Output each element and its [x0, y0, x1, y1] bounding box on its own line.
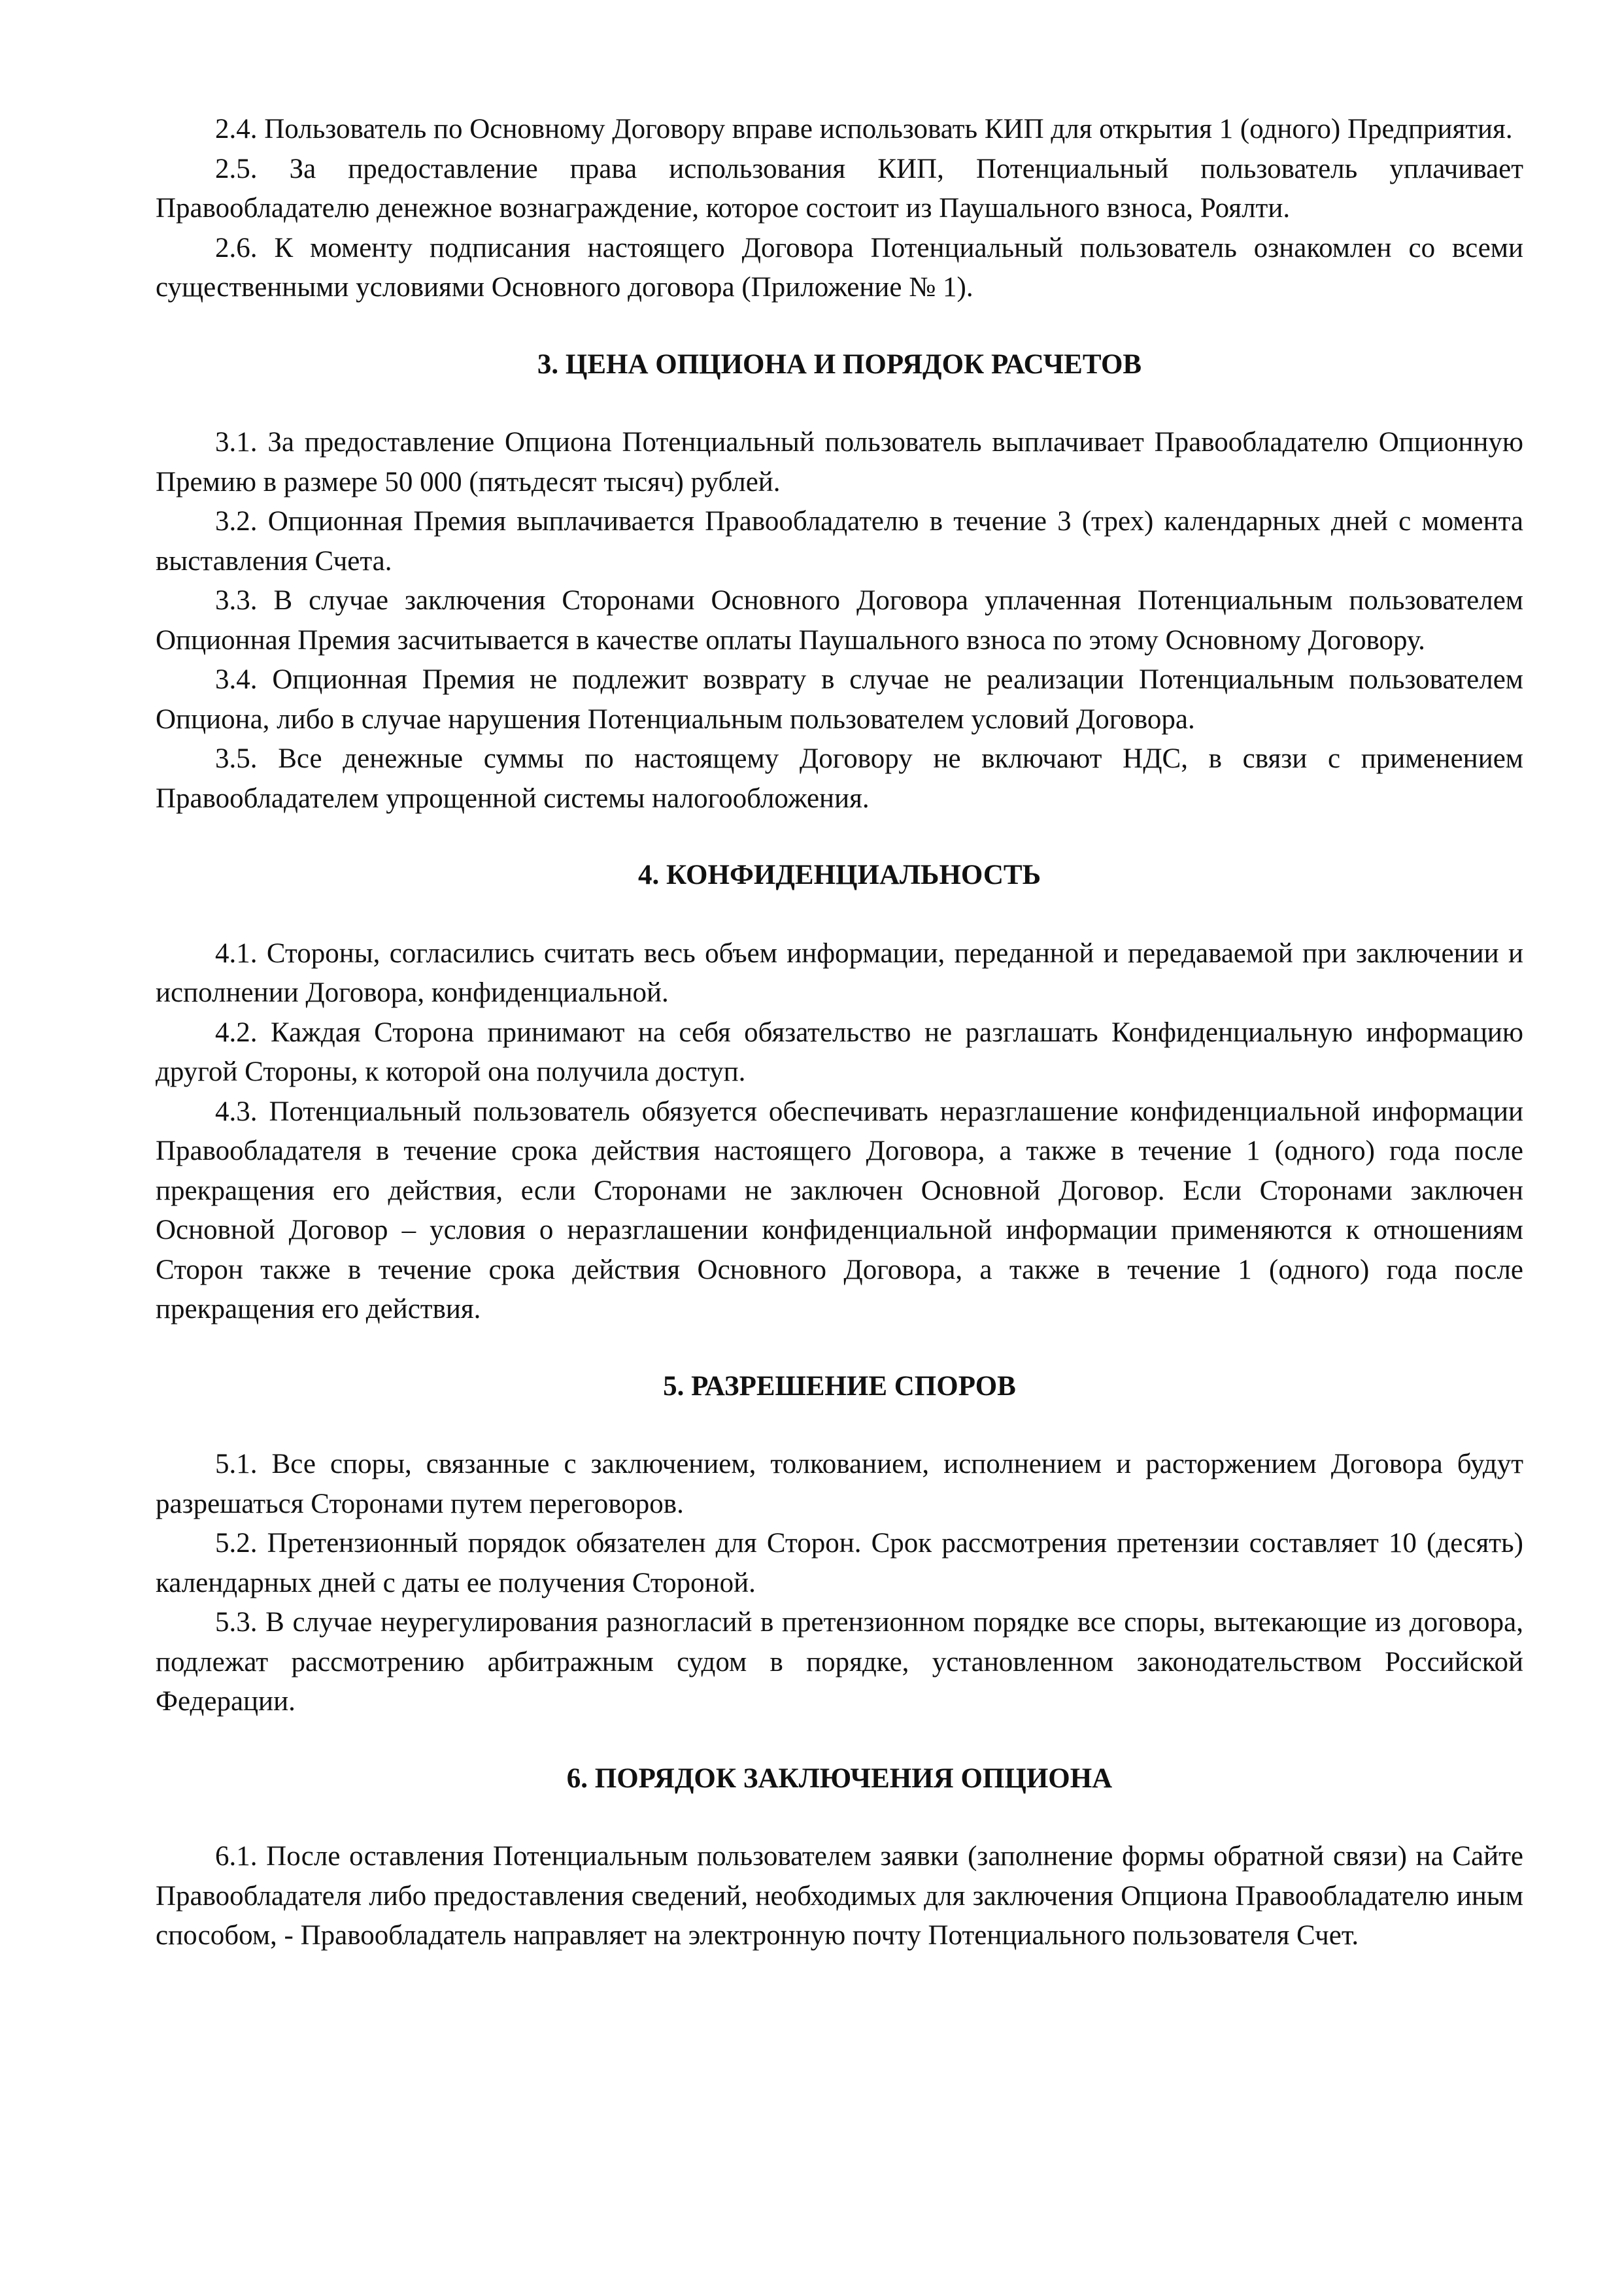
document-page [156, 110, 1523, 1956]
clause-5-1: 5.1. Все споры, связанные с заключением, толкованием, исполнением и расторжением Договора будут разрешаться Сторонами путем переговоров. [156, 1449, 1523, 1519]
section-6-heading: 6. ПОРЯДОК ЗАКЛЮЧЕНИЯ ОПЦИОНА [566, 1763, 1113, 1794]
clause-2-6: 2.6. К моменту подписания настоящего Договора Потенциальный пользователь ознакомлен со всеми существенными условиями Основного договора (Приложение № 1). [156, 232, 1523, 303]
clause-5-3: 5.3. В случае неурегулирования разногласий в претензионном порядке все споры, вытекающие из договора, подлежат рассмотрению арбитражным судом в порядке, установленном законодательством Российской Федерации. [156, 1607, 1523, 1717]
clause-3-4: 3.4. Опционная Премия не подлежит возврату в случае не реализации Потенциальным пользователем Опциона, либо в случае нарушения Потенциальным пользователем условий Договора. [156, 664, 1523, 735]
clause-3-3: 3.3. В случае заключения Сторонами Основного Договора уплаченная Потенциальным пользователем Опционная Премия засчитывается в качестве оплаты Паушального взноса по этому Основному Договору. [156, 585, 1523, 656]
clause-4-3: 4.3. Потенциальный пользователь обязуется обеспечивать неразглашение конфиденциальной информации Правообладателя в течение срока действия настоящего Договора, а также в течение 1 (одного) года после прекращения его действия, если Сторонами не заключен Основной Договор. Если Сторонами заключен Основной Договор – условия о неразглашении конфиденциальной информации применяются к отношениям Сторон также в течение срока действия Основного Договора, а также в течение 1 (одного) года после прекращения его действия. [156, 1096, 1523, 1324]
clause-3-2: 3.2. Опционная Премия выплачивается Правообладателю в течение 3 (трех) календарных дней с момента выставления Счета. [156, 506, 1523, 577]
clause-3-5: 3.5. Все денежные суммы по настоящему Договору не включают НДС, в связи с применением Правообладателем упрощенной системы налогообложения. [156, 743, 1523, 814]
clause-4-1: 4.1. Стороны, согласились считать весь объем информации, переданной и передаваемой при заключении и исполнении Договора, конфиденциальной. [156, 937, 1523, 1008]
clause-3-1: 3.1. За предоставление Опциона Потенциальный пользователь выплачивает Правообладателю Опционную Премию в размере 50 000 (пятьдесят тысяч) рублей. [156, 427, 1523, 498]
clause-4-2: 4.2. Каждая Сторона принимают на себя обязательство не разглашать Конфиденциальную информацию другой Стороны, к которой она получила доступ. [156, 1017, 1523, 1087]
section-4-heading: 4. КОНФИДЕНЦИАЛЬНОСТЬ [637, 860, 1041, 890]
clause-2-4: 2.4. Пользователь по Основному Договору вправе использовать КИП для открытия 1 (одного) Предприятия. [215, 114, 1513, 144]
section-5-heading: 5. РАЗРЕШЕНИЕ СПОРОВ [663, 1370, 1016, 1402]
clause-5-2: 5.2. Претензионный порядок обязателен для Сторон. Срок рассмотрения претензии составляет 10 (десять) календарных дней с даты ее получения Стороной. [156, 1528, 1523, 1598]
clause-6-1: 6.1. После оставления Потенциальным пользователем заявки (заполнение формы обратной связи) на Сайте Правообладателя либо предоставления сведений, необходимых для заключения Опциона Правообладателю иным способом, - Правообладатель направляет на электронную почту Потенциального пользователя Счет. [156, 1841, 1523, 1951]
section-3-heading: 3. ЦЕНА ОПЦИОНА И ПОРЯДОК РАСЧЕТОВ [537, 348, 1142, 380]
clause-2-5: 2.5. За предоставление права использования КИП, Потенциальный пользователь уплачивает Правообладателю денежное вознаграждение, которое состоит из Паушального взноса, Роялти. [156, 153, 1523, 224]
